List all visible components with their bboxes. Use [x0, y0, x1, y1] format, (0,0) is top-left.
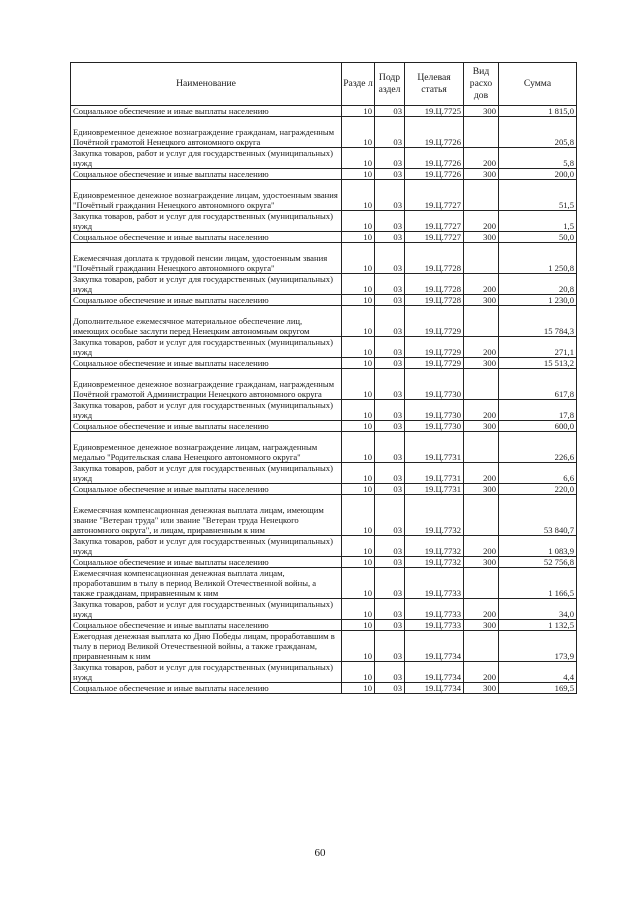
row-sum: 1 083,9 [499, 536, 577, 557]
header-target: Целевая статья [405, 63, 464, 106]
row-razdel: 10 [342, 421, 375, 432]
table-row [71, 243, 577, 274]
row-podrazdel: 03 [375, 148, 405, 169]
row-razdel: 10 [342, 536, 375, 557]
row-podrazdel: 03 [375, 432, 405, 463]
row-sum: 220,0 [499, 484, 577, 495]
row-razdel: 10 [342, 358, 375, 369]
table-row [71, 211, 577, 232]
table-row [71, 463, 577, 484]
row-sum: 34,0 [499, 599, 577, 620]
row-vid [464, 306, 499, 337]
row-sum: 617,8 [499, 369, 577, 400]
row-name: Ежемесячная компенсационная денежная выплата лицам, имеющим звание "Ветеран труда" или звание "Ветеран труда Ненецкого автономного округа", и лицам, приравненным к ним [71, 495, 342, 536]
row-razdel: 10 [342, 432, 375, 463]
row-podrazdel: 03 [375, 274, 405, 295]
row-sum: 1 230,0 [499, 295, 577, 306]
row-sum: 271,1 [499, 337, 577, 358]
row-vid: 300 [464, 683, 499, 694]
row-podrazdel: 03 [375, 536, 405, 557]
row-vid [464, 117, 499, 148]
row-vid: 200 [464, 211, 499, 232]
row-podrazdel: 03 [375, 484, 405, 495]
row-razdel: 10 [342, 400, 375, 421]
row-vid [464, 432, 499, 463]
table-row [71, 306, 577, 337]
row-target: 19.Ц.7731 [405, 463, 464, 484]
table-row [71, 495, 577, 536]
table-row [71, 421, 577, 432]
row-target: 19.Ц.7727 [405, 211, 464, 232]
table-row [71, 662, 577, 683]
budget-table [70, 62, 577, 694]
row-podrazdel: 03 [375, 243, 405, 274]
row-podrazdel: 03 [375, 106, 405, 117]
row-target: 19.Ц.7725 [405, 106, 464, 117]
row-vid: 300 [464, 169, 499, 180]
row-vid: 300 [464, 557, 499, 568]
row-razdel: 10 [342, 211, 375, 232]
row-vid: 200 [464, 148, 499, 169]
row-vid: 200 [464, 662, 499, 683]
row-vid: 300 [464, 232, 499, 243]
table-row [71, 180, 577, 211]
row-podrazdel: 03 [375, 117, 405, 148]
row-sum: 205,8 [499, 117, 577, 148]
row-razdel: 10 [342, 599, 375, 620]
row-razdel: 10 [342, 337, 375, 358]
row-name: Ежегодная денежная выплата ко Дню Победы лицам, проработавшим в тылу в период Великой Отечественной войны, а также гражданам, приравненным к ним [71, 631, 342, 662]
row-target: 19.Ц.7734 [405, 683, 464, 694]
row-sum: 52 756,8 [499, 557, 577, 568]
row-sum: 17,8 [499, 400, 577, 421]
row-target: 19.Ц.7730 [405, 369, 464, 400]
row-sum: 600,0 [499, 421, 577, 432]
row-name: Ежемесячная компенсационная денежная выплата лицам, проработавшим в тылу в период Великой Отечественной войны, а также гражданам, приравненным к ним [71, 568, 342, 599]
row-razdel: 10 [342, 180, 375, 211]
row-name: Социальное обеспечение и иные выплаты населению [71, 421, 342, 432]
row-target: 19.Ц.7732 [405, 495, 464, 536]
row-podrazdel: 03 [375, 169, 405, 180]
row-podrazdel: 03 [375, 631, 405, 662]
table-row [71, 295, 577, 306]
row-sum: 1 815,0 [499, 106, 577, 117]
table-row [71, 620, 577, 631]
page-number: 60 [314, 847, 326, 859]
row-sum: 200,0 [499, 169, 577, 180]
row-razdel: 10 [342, 495, 375, 536]
row-podrazdel: 03 [375, 683, 405, 694]
row-razdel: 10 [342, 274, 375, 295]
row-razdel: 10 [342, 631, 375, 662]
row-name: Дополнительное ежемесячное материальное обеспечение лиц, имеющих особые заслуги перед Ненецким автономным округом [71, 306, 342, 337]
row-vid: 200 [464, 337, 499, 358]
row-sum: 15 513,2 [499, 358, 577, 369]
row-podrazdel: 03 [375, 295, 405, 306]
row-name: Закупка товаров, работ и услуг для государственных (муниципальных) нужд [71, 463, 342, 484]
row-target: 19.Ц.7733 [405, 599, 464, 620]
row-podrazdel: 03 [375, 421, 405, 432]
table-row [71, 599, 577, 620]
row-vid: 300 [464, 358, 499, 369]
row-name: Закупка товаров, работ и услуг для государственных (муниципальных) нужд [71, 211, 342, 232]
row-name: Социальное обеспечение и иные выплаты населению [71, 106, 342, 117]
row-vid: 300 [464, 484, 499, 495]
row-podrazdel: 03 [375, 400, 405, 421]
header-sum: Сумма [499, 63, 577, 106]
row-podrazdel: 03 [375, 369, 405, 400]
row-razdel: 10 [342, 463, 375, 484]
row-sum: 173,9 [499, 631, 577, 662]
row-sum: 1 166,5 [499, 568, 577, 599]
row-name: Социальное обеспечение и иные выплаты населению [71, 232, 342, 243]
row-sum: 6,6 [499, 463, 577, 484]
row-name: Закупка товаров, работ и услуг для государственных (муниципальных) нужд [71, 599, 342, 620]
row-razdel: 10 [342, 306, 375, 337]
row-podrazdel: 03 [375, 232, 405, 243]
row-sum: 1 132,5 [499, 620, 577, 631]
row-vid [464, 631, 499, 662]
row-vid [464, 495, 499, 536]
row-podrazdel: 03 [375, 557, 405, 568]
row-vid [464, 180, 499, 211]
row-name: Социальное обеспечение и иные выплаты населению [71, 484, 342, 495]
row-podrazdel: 03 [375, 306, 405, 337]
row-vid: 300 [464, 295, 499, 306]
row-target: 19.Ц.7729 [405, 337, 464, 358]
row-target: 19.Ц.7728 [405, 274, 464, 295]
row-razdel: 10 [342, 557, 375, 568]
row-razdel: 10 [342, 232, 375, 243]
row-name: Социальное обеспечение и иные выплаты населению [71, 169, 342, 180]
row-target: 19.Ц.7731 [405, 484, 464, 495]
table-row [71, 631, 577, 662]
row-podrazdel: 03 [375, 180, 405, 211]
row-podrazdel: 03 [375, 568, 405, 599]
row-name: Социальное обеспечение и иные выплаты населению [71, 295, 342, 306]
table-row [71, 432, 577, 463]
row-name: Социальное обеспечение и иные выплаты населению [71, 620, 342, 631]
table-row [71, 484, 577, 495]
header-podrazdel: Подр аздел [375, 63, 405, 106]
table-row [71, 369, 577, 400]
table-row [71, 169, 577, 180]
table-row [71, 400, 577, 421]
row-target: 19.Ц.7726 [405, 169, 464, 180]
row-target: 19.Ц.7730 [405, 400, 464, 421]
table-row [71, 683, 577, 694]
row-name: Социальное обеспечение и иные выплаты населению [71, 557, 342, 568]
row-razdel: 10 [342, 295, 375, 306]
row-name: Социальное обеспечение и иные выплаты населению [71, 683, 342, 694]
row-vid: 300 [464, 620, 499, 631]
header-razdel: Разде л [342, 63, 375, 106]
row-target: 19.Ц.7730 [405, 421, 464, 432]
row-podrazdel: 03 [375, 211, 405, 232]
row-razdel: 10 [342, 620, 375, 631]
row-vid: 300 [464, 421, 499, 432]
row-razdel: 10 [342, 169, 375, 180]
row-name: Социальное обеспечение и иные выплаты населению [71, 358, 342, 369]
row-razdel: 10 [342, 243, 375, 274]
table-header-row [71, 63, 577, 106]
row-name: Закупка товаров, работ и услуг для государственных (муниципальных) нужд [71, 337, 342, 358]
row-sum: 226,6 [499, 432, 577, 463]
row-sum: 5,8 [499, 148, 577, 169]
row-target: 19.Ц.7729 [405, 306, 464, 337]
table-body [71, 106, 577, 694]
row-name: Единовременное денежное вознаграждение гражданам, награжденным Почётной грамотой Администрации Ненецкого автономного округа [71, 369, 342, 400]
row-target: 19.Ц.7733 [405, 620, 464, 631]
table-row [71, 568, 577, 599]
row-target: 19.Ц.7733 [405, 568, 464, 599]
row-vid [464, 243, 499, 274]
row-target: 19.Ц.7731 [405, 432, 464, 463]
row-podrazdel: 03 [375, 495, 405, 536]
row-podrazdel: 03 [375, 463, 405, 484]
row-podrazdel: 03 [375, 337, 405, 358]
row-sum: 4,4 [499, 662, 577, 683]
row-target: 19.Ц.7729 [405, 358, 464, 369]
row-name: Закупка товаров, работ и услуг для государственных (муниципальных) нужд [71, 662, 342, 683]
row-razdel: 10 [342, 106, 375, 117]
row-target: 19.Ц.7732 [405, 536, 464, 557]
row-vid: 200 [464, 400, 499, 421]
row-target: 19.Ц.7726 [405, 148, 464, 169]
row-razdel: 10 [342, 117, 375, 148]
row-vid: 300 [464, 106, 499, 117]
row-podrazdel: 03 [375, 358, 405, 369]
row-sum: 1,5 [499, 211, 577, 232]
row-name: Закупка товаров, работ и услуг для государственных (муниципальных) нужд [71, 274, 342, 295]
header-name: Наименование [71, 63, 342, 106]
row-podrazdel: 03 [375, 620, 405, 631]
row-target: 19.Ц.7727 [405, 232, 464, 243]
row-name: Закупка товаров, работ и услуг для государственных (муниципальных) нужд [71, 536, 342, 557]
row-target: 19.Ц.7734 [405, 662, 464, 683]
row-razdel: 10 [342, 662, 375, 683]
table-row [71, 106, 577, 117]
table-row [71, 148, 577, 169]
row-razdel: 10 [342, 683, 375, 694]
row-name: Единовременное денежное вознаграждение лицам, удостоенным звания "Почётный гражданин Ненецкого автономного округа" [71, 180, 342, 211]
row-razdel: 10 [342, 148, 375, 169]
header-vid: Вид расхо дов [464, 63, 499, 106]
row-vid: 200 [464, 536, 499, 557]
table-row [71, 557, 577, 568]
row-sum: 1 250,8 [499, 243, 577, 274]
row-vid [464, 568, 499, 599]
row-target: 19.Ц.7732 [405, 557, 464, 568]
row-sum: 15 784,3 [499, 306, 577, 337]
row-target: 19.Ц.7728 [405, 243, 464, 274]
row-name: Единовременное денежное вознаграждение гражданам, награжденным Почётной грамотой Ненецкого автономного округа [71, 117, 342, 148]
row-vid: 200 [464, 274, 499, 295]
row-target: 19.Ц.7728 [405, 295, 464, 306]
row-razdel: 10 [342, 484, 375, 495]
row-podrazdel: 03 [375, 599, 405, 620]
row-vid: 200 [464, 463, 499, 484]
row-razdel: 10 [342, 369, 375, 400]
row-razdel: 10 [342, 568, 375, 599]
row-name: Закупка товаров, работ и услуг для государственных (муниципальных) нужд [71, 400, 342, 421]
table-row [71, 358, 577, 369]
row-target: 19.Ц.7734 [405, 631, 464, 662]
row-name: Ежемесячная доплата к трудовой пенсии лицам, удостоенным звания "Почётный гражданин Ненецкого автономного округа" [71, 243, 342, 274]
row-sum: 20,8 [499, 274, 577, 295]
row-sum: 50,0 [499, 232, 577, 243]
row-vid: 200 [464, 599, 499, 620]
table-row [71, 274, 577, 295]
row-target: 19.Ц.7726 [405, 117, 464, 148]
row-name: Единовременное денежное вознаграждение лицам, награжденным медалью "Родительская слава Ненецкого автономного округа" [71, 432, 342, 463]
table-row [71, 232, 577, 243]
row-sum: 169,5 [499, 683, 577, 694]
table-row [71, 536, 577, 557]
row-sum: 51,5 [499, 180, 577, 211]
row-name: Закупка товаров, работ и услуг для государственных (муниципальных) нужд [71, 148, 342, 169]
row-sum: 53 840,7 [499, 495, 577, 536]
row-podrazdel: 03 [375, 662, 405, 683]
table-row [71, 117, 577, 148]
row-target: 19.Ц.7727 [405, 180, 464, 211]
table-row [71, 337, 577, 358]
row-vid [464, 369, 499, 400]
